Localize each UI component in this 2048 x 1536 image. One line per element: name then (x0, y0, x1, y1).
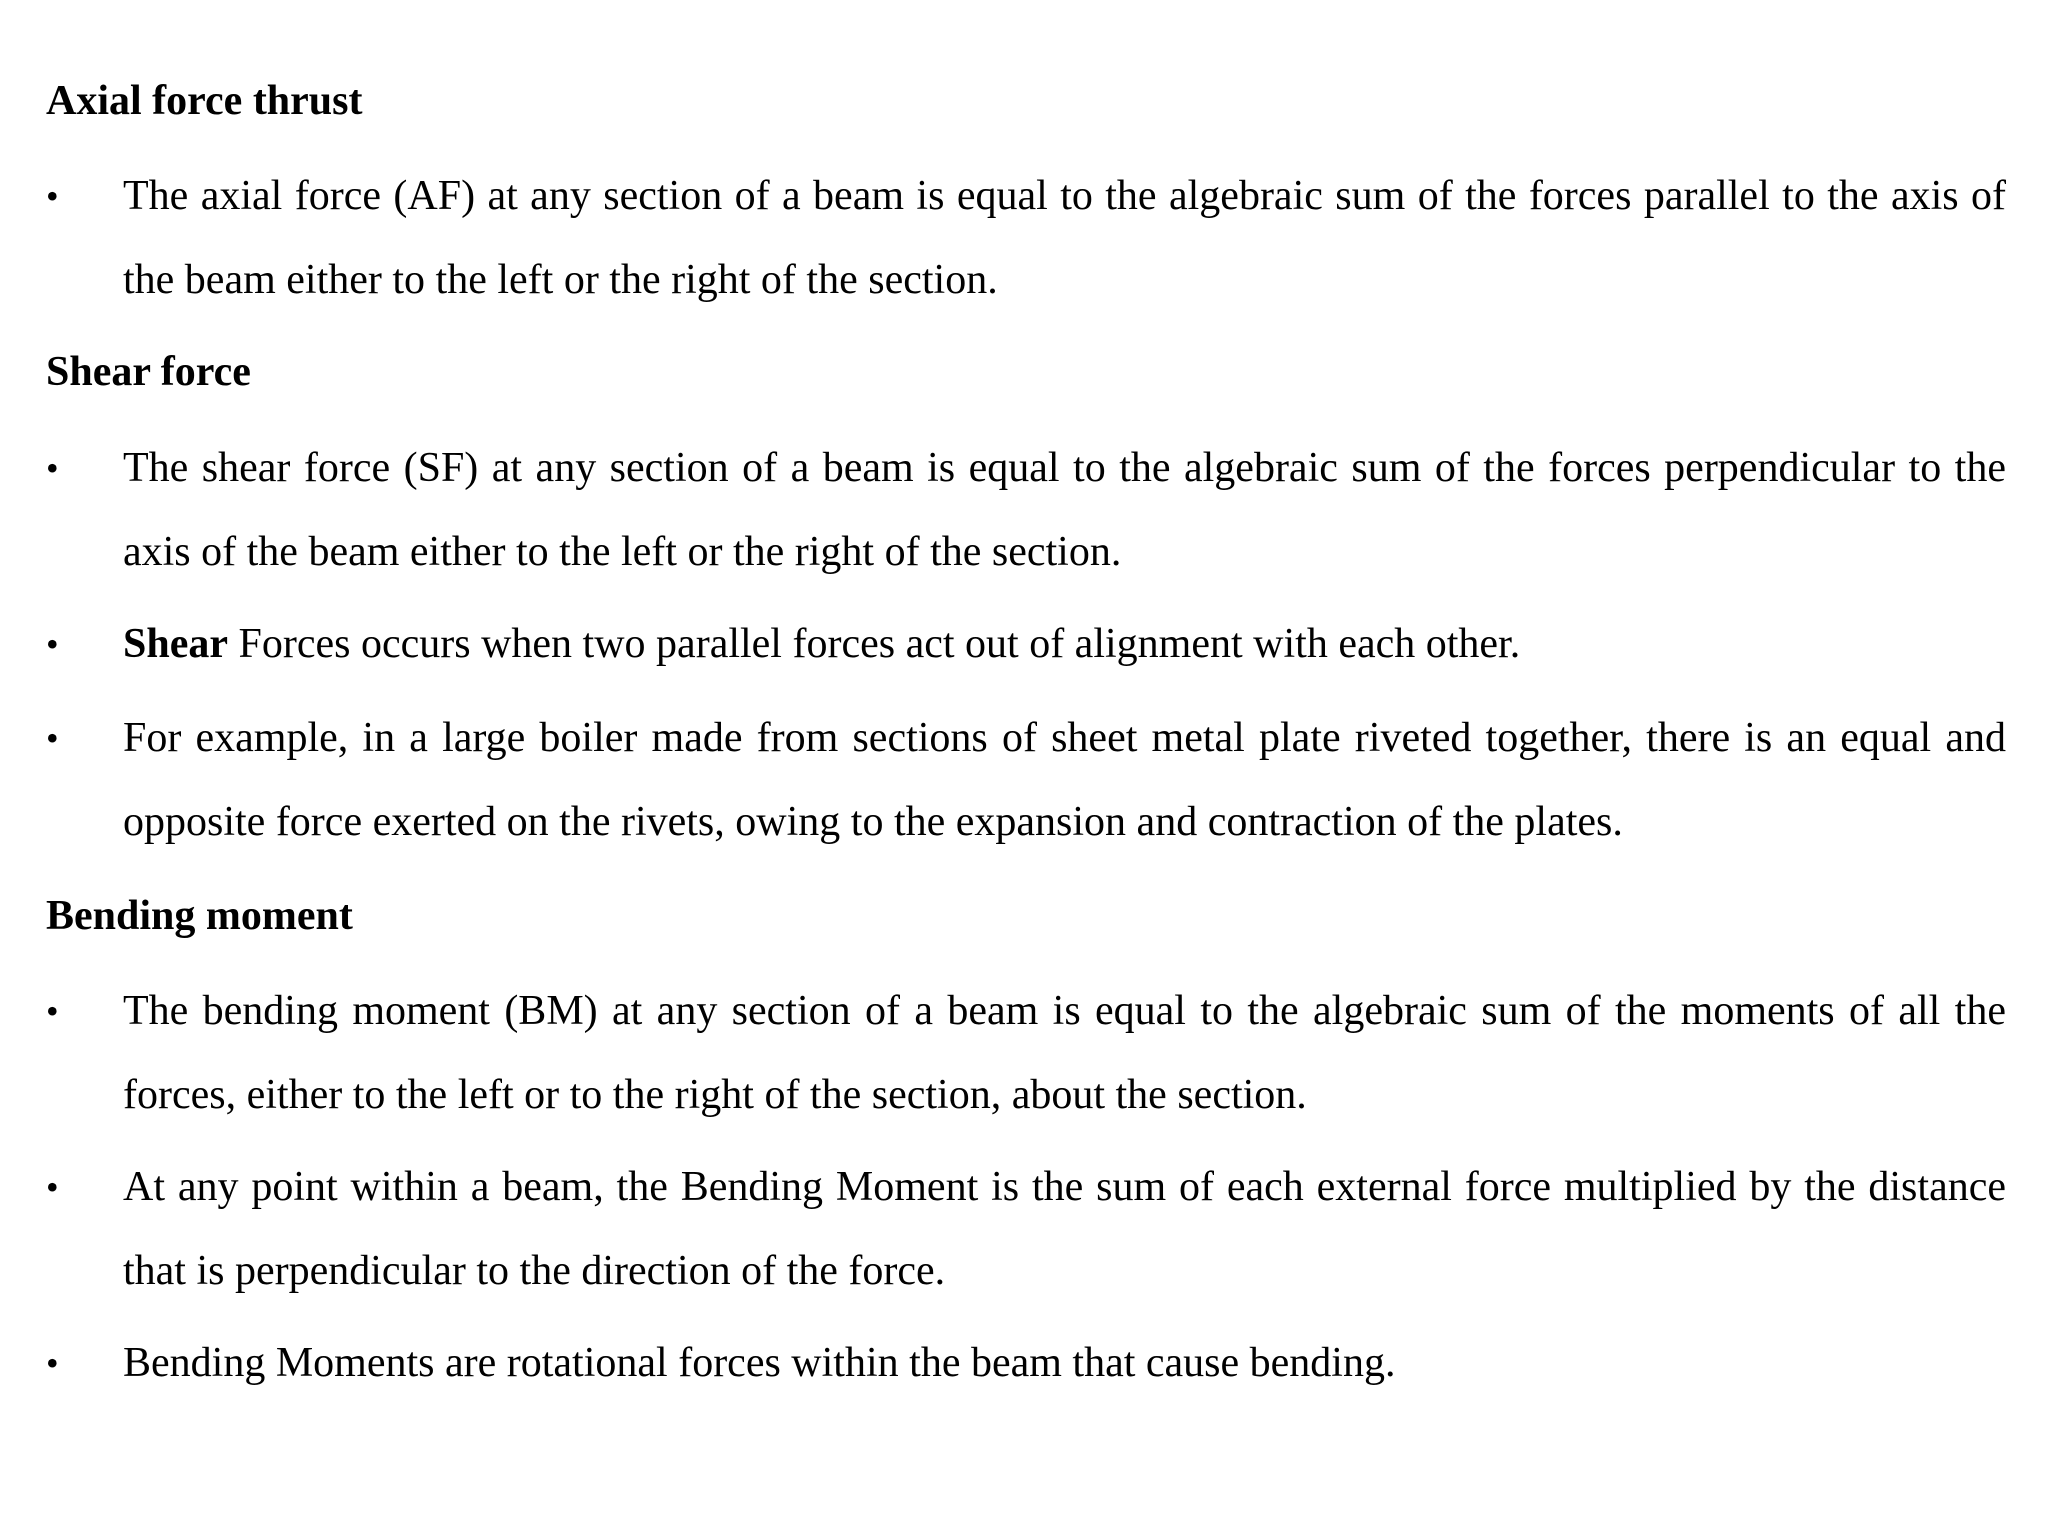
bold-term-shear: Shear (123, 621, 228, 667)
bullet-icon: • (46, 718, 59, 758)
heading-bending-moment: Bending moment (46, 893, 353, 939)
bullet-text: For example, in a large boiler made from sections of sheet metal plate riveted together, there is an equal and opposite force exerted on the rivets, owing to the expansion and contraction of the plates. (123, 715, 2006, 845)
bullet-icon: • (46, 991, 59, 1031)
document-page (46, 0, 2006, 1536)
bullet-icon: • (46, 448, 59, 488)
bullet-text-rest: Forces occurs when two parallel forces act out of alignment with each other. (228, 621, 1521, 667)
heading-axial-force-thrust: Axial force thrust (46, 78, 363, 124)
bullet-text: Bending Moments are rotational forces within the beam that cause bending. (123, 1340, 1396, 1386)
bullet-icon: • (46, 1343, 59, 1383)
bullet-text (123, 602, 2006, 686)
bullet-text: The shear force (SF) at any section of a beam is equal to the algebraic sum of the forces perpendicular to the axis of the beam either to the left or the right of the section. (123, 445, 2006, 575)
bullet-icon: • (46, 1167, 59, 1207)
bullet-icon: • (46, 624, 59, 664)
bullet-text: The axial force (AF) at any section of a beam is equal to the algebraic sum of the forces parallel to the axis of the beam either to the left or the right of the section. (123, 173, 2006, 303)
bullet-text: The bending moment (BM) at any section of a beam is equal to the algebraic sum of the moments of all the forces, either to the left or to the right of the section, about the section. (123, 988, 2006, 1118)
bullet-text: At any point within a beam, the Bending Moment is the sum of each external force multiplied by the distance that is perpendicular to the direction of the force. (123, 1164, 2006, 1294)
bullet-icon: • (46, 176, 59, 216)
heading-shear-force: Shear force (46, 349, 251, 395)
